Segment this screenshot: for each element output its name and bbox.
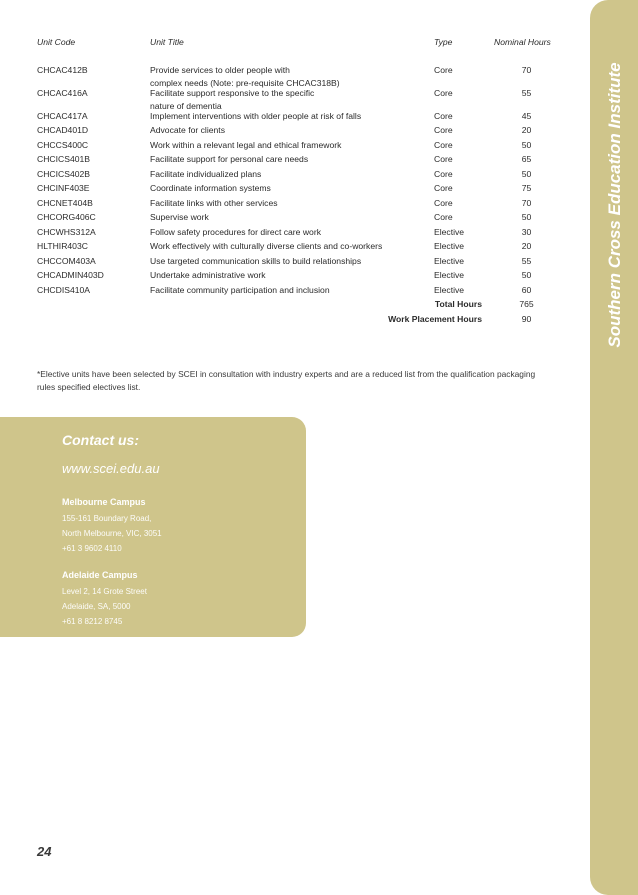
nominal-hours-cell: 20 <box>521 241 532 251</box>
table-row <box>37 111 559 126</box>
header-unit-code: Unit Code <box>37 37 76 47</box>
nominal-hours-cell: 70 <box>521 197 532 208</box>
unit-title-cell <box>150 270 434 285</box>
unit-code-cell: CHCAC416A <box>37 87 88 98</box>
table-row <box>37 88 559 111</box>
nominal-hours-cell: 50 <box>521 212 532 222</box>
unit-title-cell <box>150 65 434 88</box>
unit-code-cell: CHCAC417A <box>37 110 88 121</box>
placement-hours-row <box>37 314 559 329</box>
header-nominal-hours: Nominal Hours <box>494 37 551 47</box>
unit-title-cell <box>150 212 434 227</box>
unit-title-line: Advocate for clients <box>150 125 225 135</box>
unit-title-line: Facilitate links with other services <box>150 197 278 208</box>
unit-title-cell <box>150 154 434 169</box>
unit-type-cell: Elective <box>434 241 465 251</box>
unit-code-cell: CHCORG406C <box>37 212 96 222</box>
unit-title-line: Facilitate support responsive to the specific <box>150 87 315 98</box>
unit-title-cell <box>150 88 434 111</box>
unit-title-cell <box>150 169 434 184</box>
unit-title-line: nature of dementia <box>150 100 222 111</box>
table-row <box>37 183 559 198</box>
unit-title-line: Work within a relevant legal and ethical framework <box>150 139 342 150</box>
address-line: 155-161 Boundary Road, <box>62 514 152 523</box>
table-row <box>37 169 559 184</box>
unit-title-line: Coordinate information systems <box>150 183 271 193</box>
unit-title-cell <box>150 140 434 155</box>
unit-title-line: Supervise work <box>150 212 209 222</box>
unit-title-line: Facilitate support for personal care needs <box>150 154 309 164</box>
side-title-text: Southern Cross Education Institute <box>605 62 624 348</box>
total-hours-value: 765 <box>519 299 534 309</box>
nominal-hours-cell: 60 <box>521 284 532 295</box>
nominal-hours-cell: 70 <box>521 64 532 75</box>
unit-title-cell <box>150 256 434 271</box>
nominal-hours-cell: 50 <box>521 270 532 280</box>
website-link[interactable]: www.scei.edu.au <box>62 461 160 476</box>
campus-name: Melbourne Campus <box>62 497 146 507</box>
unit-title-line: Use targeted communication skills to build relationships <box>150 255 362 266</box>
campus-melbourne <box>62 497 162 559</box>
address-line: North Melbourne, VIC, 3051 <box>62 529 162 538</box>
unit-code-cell: CHCNET404B <box>37 197 93 208</box>
unit-code-cell: CHCICS401B <box>37 154 91 164</box>
elective-note: *Elective units have been selected by SCEI in consultation with industry experts and are a reduced list from the qualification packaging rules specified electives list. <box>37 369 536 392</box>
table-row <box>37 256 559 271</box>
unit-type-cell: Elective <box>434 226 465 237</box>
nominal-hours-cell: 20 <box>521 125 532 135</box>
unit-title-line: Facilitate individualized plans <box>150 168 262 179</box>
nominal-hours-cell: 50 <box>521 168 532 179</box>
table-row <box>37 227 559 242</box>
unit-type-cell: Core <box>434 110 453 121</box>
page-number: 24 <box>37 844 52 859</box>
table-row <box>37 212 559 227</box>
table-row <box>37 198 559 213</box>
unit-code-cell: CHCINF403E <box>37 183 90 193</box>
header-type: Type <box>434 37 453 47</box>
unit-type-cell: Core <box>434 139 453 150</box>
unit-title-cell <box>150 125 434 140</box>
unit-type-cell: Elective <box>434 284 465 295</box>
unit-title-cell <box>150 111 434 126</box>
nominal-hours-cell: 65 <box>521 154 532 164</box>
unit-code-cell: CHCADMIN403D <box>37 270 104 280</box>
unit-title-line: Follow safety procedures for direct care work <box>150 226 321 237</box>
nominal-hours-cell: 45 <box>521 110 532 121</box>
address-line: Adelaide, SA, 5000 <box>62 602 131 611</box>
unit-title-line: Implement interventions with older people at risk of falls <box>150 110 362 121</box>
unit-type-cell: Core <box>434 154 453 164</box>
unit-title-cell <box>150 241 434 256</box>
unit-code-cell: CHCWHS312A <box>37 226 96 237</box>
unit-code-cell: CHCAC412B <box>37 64 88 75</box>
table-row <box>37 285 559 300</box>
table-row <box>37 270 559 285</box>
campus-adelaide <box>62 570 147 632</box>
unit-title-line: Undertake administrative work <box>150 270 266 280</box>
unit-title-cell <box>150 183 434 198</box>
total-hours-label: Total Hours <box>434 299 482 309</box>
table-row <box>37 154 559 169</box>
unit-code-cell: CHCAD401D <box>37 125 89 135</box>
unit-title-cell <box>150 198 434 213</box>
nominal-hours-cell: 30 <box>521 226 532 237</box>
unit-code-cell: CHCDIS410A <box>37 284 91 295</box>
phone-number: +61 3 9602 4110 <box>62 544 122 553</box>
nominal-hours-cell: 55 <box>521 255 532 266</box>
nominal-hours-cell: 50 <box>521 139 532 150</box>
contact-panel <box>0 417 306 637</box>
header-unit-title: Unit Title <box>150 37 184 47</box>
units-table <box>37 34 559 328</box>
unit-type-cell: Elective <box>434 255 465 266</box>
address-line: Level 2, 14 Grote Street <box>62 587 147 596</box>
contact-heading: Contact us: <box>62 432 139 448</box>
unit-title-cell <box>150 227 434 242</box>
unit-type-cell: Elective <box>434 270 465 280</box>
unit-title-cell <box>150 285 434 300</box>
unit-title-line: complex needs (Note: pre-requisite CHCAC318B) <box>150 77 340 88</box>
unit-type-cell: Core <box>434 64 453 75</box>
table-header-row <box>37 34 559 50</box>
unit-title-line: Provide services to older people with <box>150 64 290 75</box>
unit-title-line: Facilitate community participation and inclusion <box>150 284 330 295</box>
unit-code-cell: CHCICS402B <box>37 168 91 179</box>
unit-type-cell: Core <box>434 197 453 208</box>
nominal-hours-cell: 55 <box>521 87 532 98</box>
table-row <box>37 125 559 140</box>
unit-title-line: Work effectively with culturally diverse clients and co-workers <box>150 241 383 251</box>
total-hours-row <box>37 299 559 314</box>
table-row <box>37 65 559 88</box>
table-row <box>37 241 559 256</box>
table-row <box>37 140 559 155</box>
unit-type-cell: Core <box>434 125 453 135</box>
nominal-hours-cell: 75 <box>521 183 532 193</box>
unit-type-cell: Core <box>434 183 453 193</box>
unit-code-cell: CHCCS400C <box>37 139 89 150</box>
unit-code-cell: HLTHIR403C <box>37 241 88 251</box>
unit-type-cell: Core <box>434 212 453 222</box>
placement-hours-label: Work Placement Hours <box>388 313 482 324</box>
unit-type-cell: Core <box>434 87 453 98</box>
phone-number: +61 8 8212 8745 <box>62 617 123 626</box>
placement-hours-value: 90 <box>521 313 532 324</box>
unit-type-cell: Core <box>434 168 453 179</box>
side-title <box>595 0 635 360</box>
unit-code-cell: CHCCOM403A <box>37 255 96 266</box>
campus-name: Adelaide Campus <box>62 570 138 580</box>
